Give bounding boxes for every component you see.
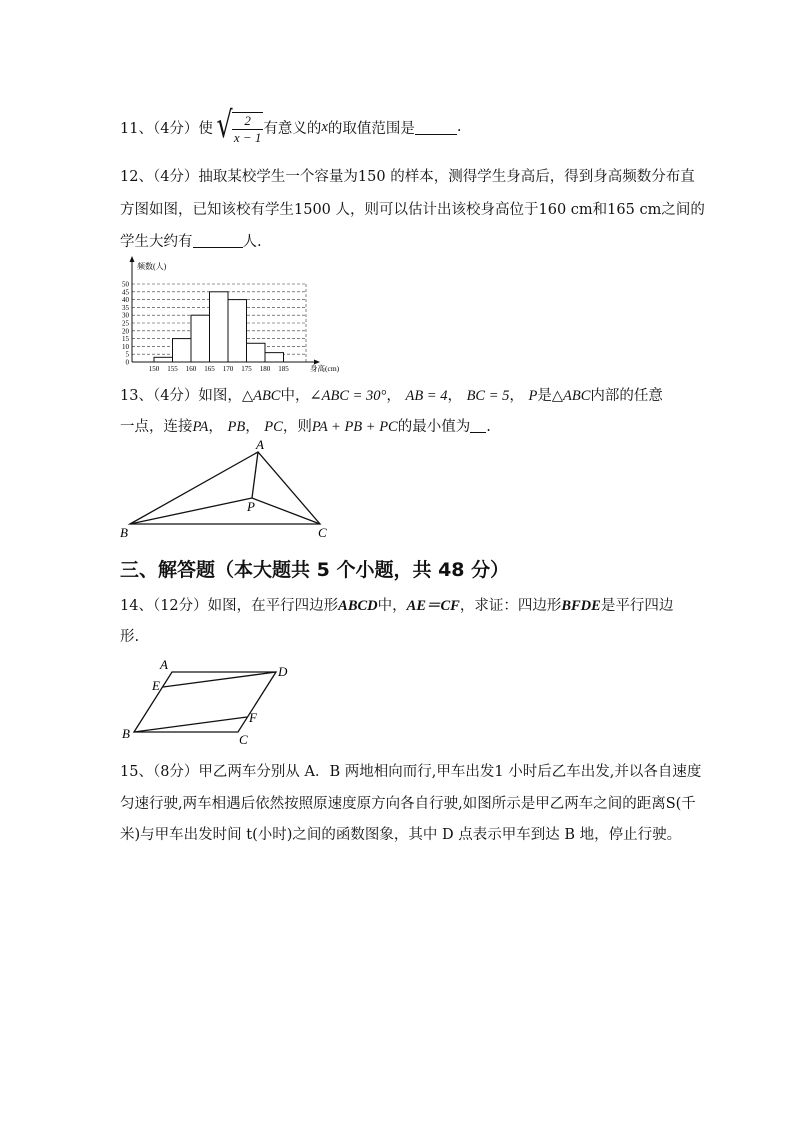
x-axis-label: 身高(cm) — [310, 364, 340, 373]
q13-bc: BC = 5 — [466, 388, 510, 404]
y-tick-label: 15 — [122, 335, 129, 344]
y-tick-label: 10 — [122, 342, 129, 351]
q14-text: 中， — [377, 598, 407, 614]
q12-line-3 — [120, 230, 262, 251]
label-a: A — [256, 437, 264, 452]
q13-comma: ， — [509, 388, 529, 404]
q14-line-2: 形. — [120, 629, 140, 645]
q12-line-1: 12、（4分）抽取某校学生一个容量为150 的样本，测得学生身高后，得到身高频数分布直 — [120, 169, 695, 185]
histogram-bar — [265, 353, 284, 362]
q13-text: 13、（4分）如图， — [120, 388, 242, 404]
y-tick-label: 45 — [122, 288, 129, 297]
q14-text: 14、（12分）如图，在平行四边形 — [120, 598, 339, 614]
label-f: F — [249, 710, 257, 725]
segment-pb — [130, 498, 252, 524]
y-tick-label: 5 — [125, 350, 129, 359]
fraction — [232, 113, 264, 146]
segment-bf — [134, 717, 247, 732]
histogram-bar — [154, 357, 173, 362]
q13-triangle: △ABC — [241, 388, 281, 404]
label-b: B — [122, 726, 130, 741]
x-tick-label: 180 — [259, 365, 271, 373]
q14-text: ，求证：四边形 — [459, 598, 562, 614]
histogram-bar — [173, 339, 192, 362]
answer-blank — [415, 120, 457, 135]
q13-line-1 — [120, 384, 663, 405]
label-p: P — [247, 499, 255, 514]
segment-ed — [163, 672, 276, 687]
histogram-bar — [228, 300, 247, 362]
q13-pb: PB — [227, 419, 246, 435]
x-tick-label: 150 — [148, 365, 160, 373]
q13-triangle: △ABC — [551, 388, 591, 404]
y-tick-label: 35 — [122, 303, 129, 312]
y-tick-label: 20 — [122, 327, 129, 336]
label-a: A — [160, 657, 168, 672]
q13-comma: ， — [245, 419, 265, 435]
parallelogram-figure — [118, 656, 318, 746]
q13-comma: ， — [447, 388, 467, 404]
q14-bfde: BFDE — [561, 598, 601, 614]
histogram-bar — [191, 315, 210, 362]
segment-pa — [252, 452, 258, 498]
x-tick-label: 175 — [241, 365, 252, 373]
q13-text: 是 — [537, 388, 552, 404]
histogram-bar — [247, 343, 266, 362]
triangle-figure — [112, 436, 352, 541]
q12-line3-pre: 学生大约有 — [120, 234, 193, 250]
y-tick-label: 25 — [122, 319, 129, 328]
q13-text: 一点，连接 — [120, 419, 193, 435]
q13-comma: ， — [386, 388, 406, 404]
x-tick-label: 160 — [185, 365, 197, 373]
q11-variable: x — [321, 118, 328, 135]
height-histogram — [110, 254, 350, 374]
q11-post: 的取值范围是 — [327, 120, 415, 137]
q11-prefix: 11、（4分）使 — [120, 120, 213, 137]
label-c: C — [239, 732, 248, 746]
sqrt-expression — [213, 105, 264, 146]
q13-pa: PA — [192, 419, 209, 435]
q13-pc: PC — [264, 419, 283, 435]
x-tick-label: 185 — [278, 365, 289, 373]
histogram-bar — [210, 292, 229, 362]
q13-text: ，则 — [282, 419, 312, 435]
fraction-numerator: 2 — [232, 113, 264, 130]
label-e: E — [152, 678, 160, 693]
segment-pc — [252, 498, 320, 524]
q13-angle: ∠ABC = 30° — [309, 388, 387, 404]
q13-comma: ， — [208, 419, 228, 435]
q11-end: . — [456, 119, 462, 135]
y-axis-label: 频数(人) — [137, 262, 167, 271]
q12-line3-post: 人. — [242, 234, 262, 250]
q13-line-2 — [120, 415, 491, 436]
q15-line-2: 匀速行驶,两车相遇后依然按照原速度原方向各自行驶,如图所示是甲乙两车之间的距离S(千 — [120, 796, 696, 812]
q15-line-1: 15、（8分）甲乙两车分别从 A．B 两地相向而行,甲车出发1 小时后乙车出发,并以各自速度 — [120, 764, 702, 780]
q14-abcd: ABCD — [338, 598, 378, 614]
q13-text: 中， — [280, 388, 310, 404]
x-tick-label: 155 — [167, 365, 178, 373]
y-tick-label: 30 — [122, 311, 129, 320]
answer-blank — [470, 418, 486, 433]
question-11 — [120, 105, 462, 146]
label-c: C — [318, 525, 327, 540]
q13-text: 内部的任意 — [590, 388, 663, 404]
y-tick-label: 50 — [122, 280, 129, 289]
y-tick-label: 0 — [125, 358, 129, 367]
q14-condition: AE＝CF — [406, 598, 460, 614]
q13-text: . — [486, 419, 491, 435]
q14-text: 是平行四边 — [600, 598, 674, 614]
x-tick-label: 165 — [204, 365, 215, 373]
answer-blank — [193, 233, 243, 248]
q11-mid: 有意义的 — [263, 120, 322, 137]
label-b: B — [120, 525, 128, 540]
sqrt-icon: √ — [216, 105, 233, 146]
q13-sum: PA + PB + PC — [311, 419, 398, 435]
label-d: D — [278, 664, 288, 679]
x-tick-label: 170 — [222, 365, 234, 373]
fraction-denominator: x − 1 — [233, 130, 262, 145]
q12-line-2: 方图如图，已知该校有学生1500 人，则可以估计出该校身高位于160 cm和165 cm之间的 — [120, 202, 705, 218]
y-tick-label: 40 — [122, 296, 129, 305]
q13-text: 的最小值为 — [397, 419, 471, 435]
section-3-heading: 三、解答题（本大题共 5 个小题，共 48 分） — [120, 559, 510, 581]
y-axis-arrow-icon — [130, 256, 135, 262]
q14-line-1 — [120, 594, 673, 615]
q13-point-p: P — [528, 388, 538, 404]
sqrt-body — [232, 112, 264, 146]
q13-ab: AB = 4 — [405, 388, 448, 404]
q15-line-3: 米)与甲车出发时间 t(小时)之间的函数图象，其中 D 点表示甲车到达 B 地，停止行驶。 — [120, 827, 682, 843]
